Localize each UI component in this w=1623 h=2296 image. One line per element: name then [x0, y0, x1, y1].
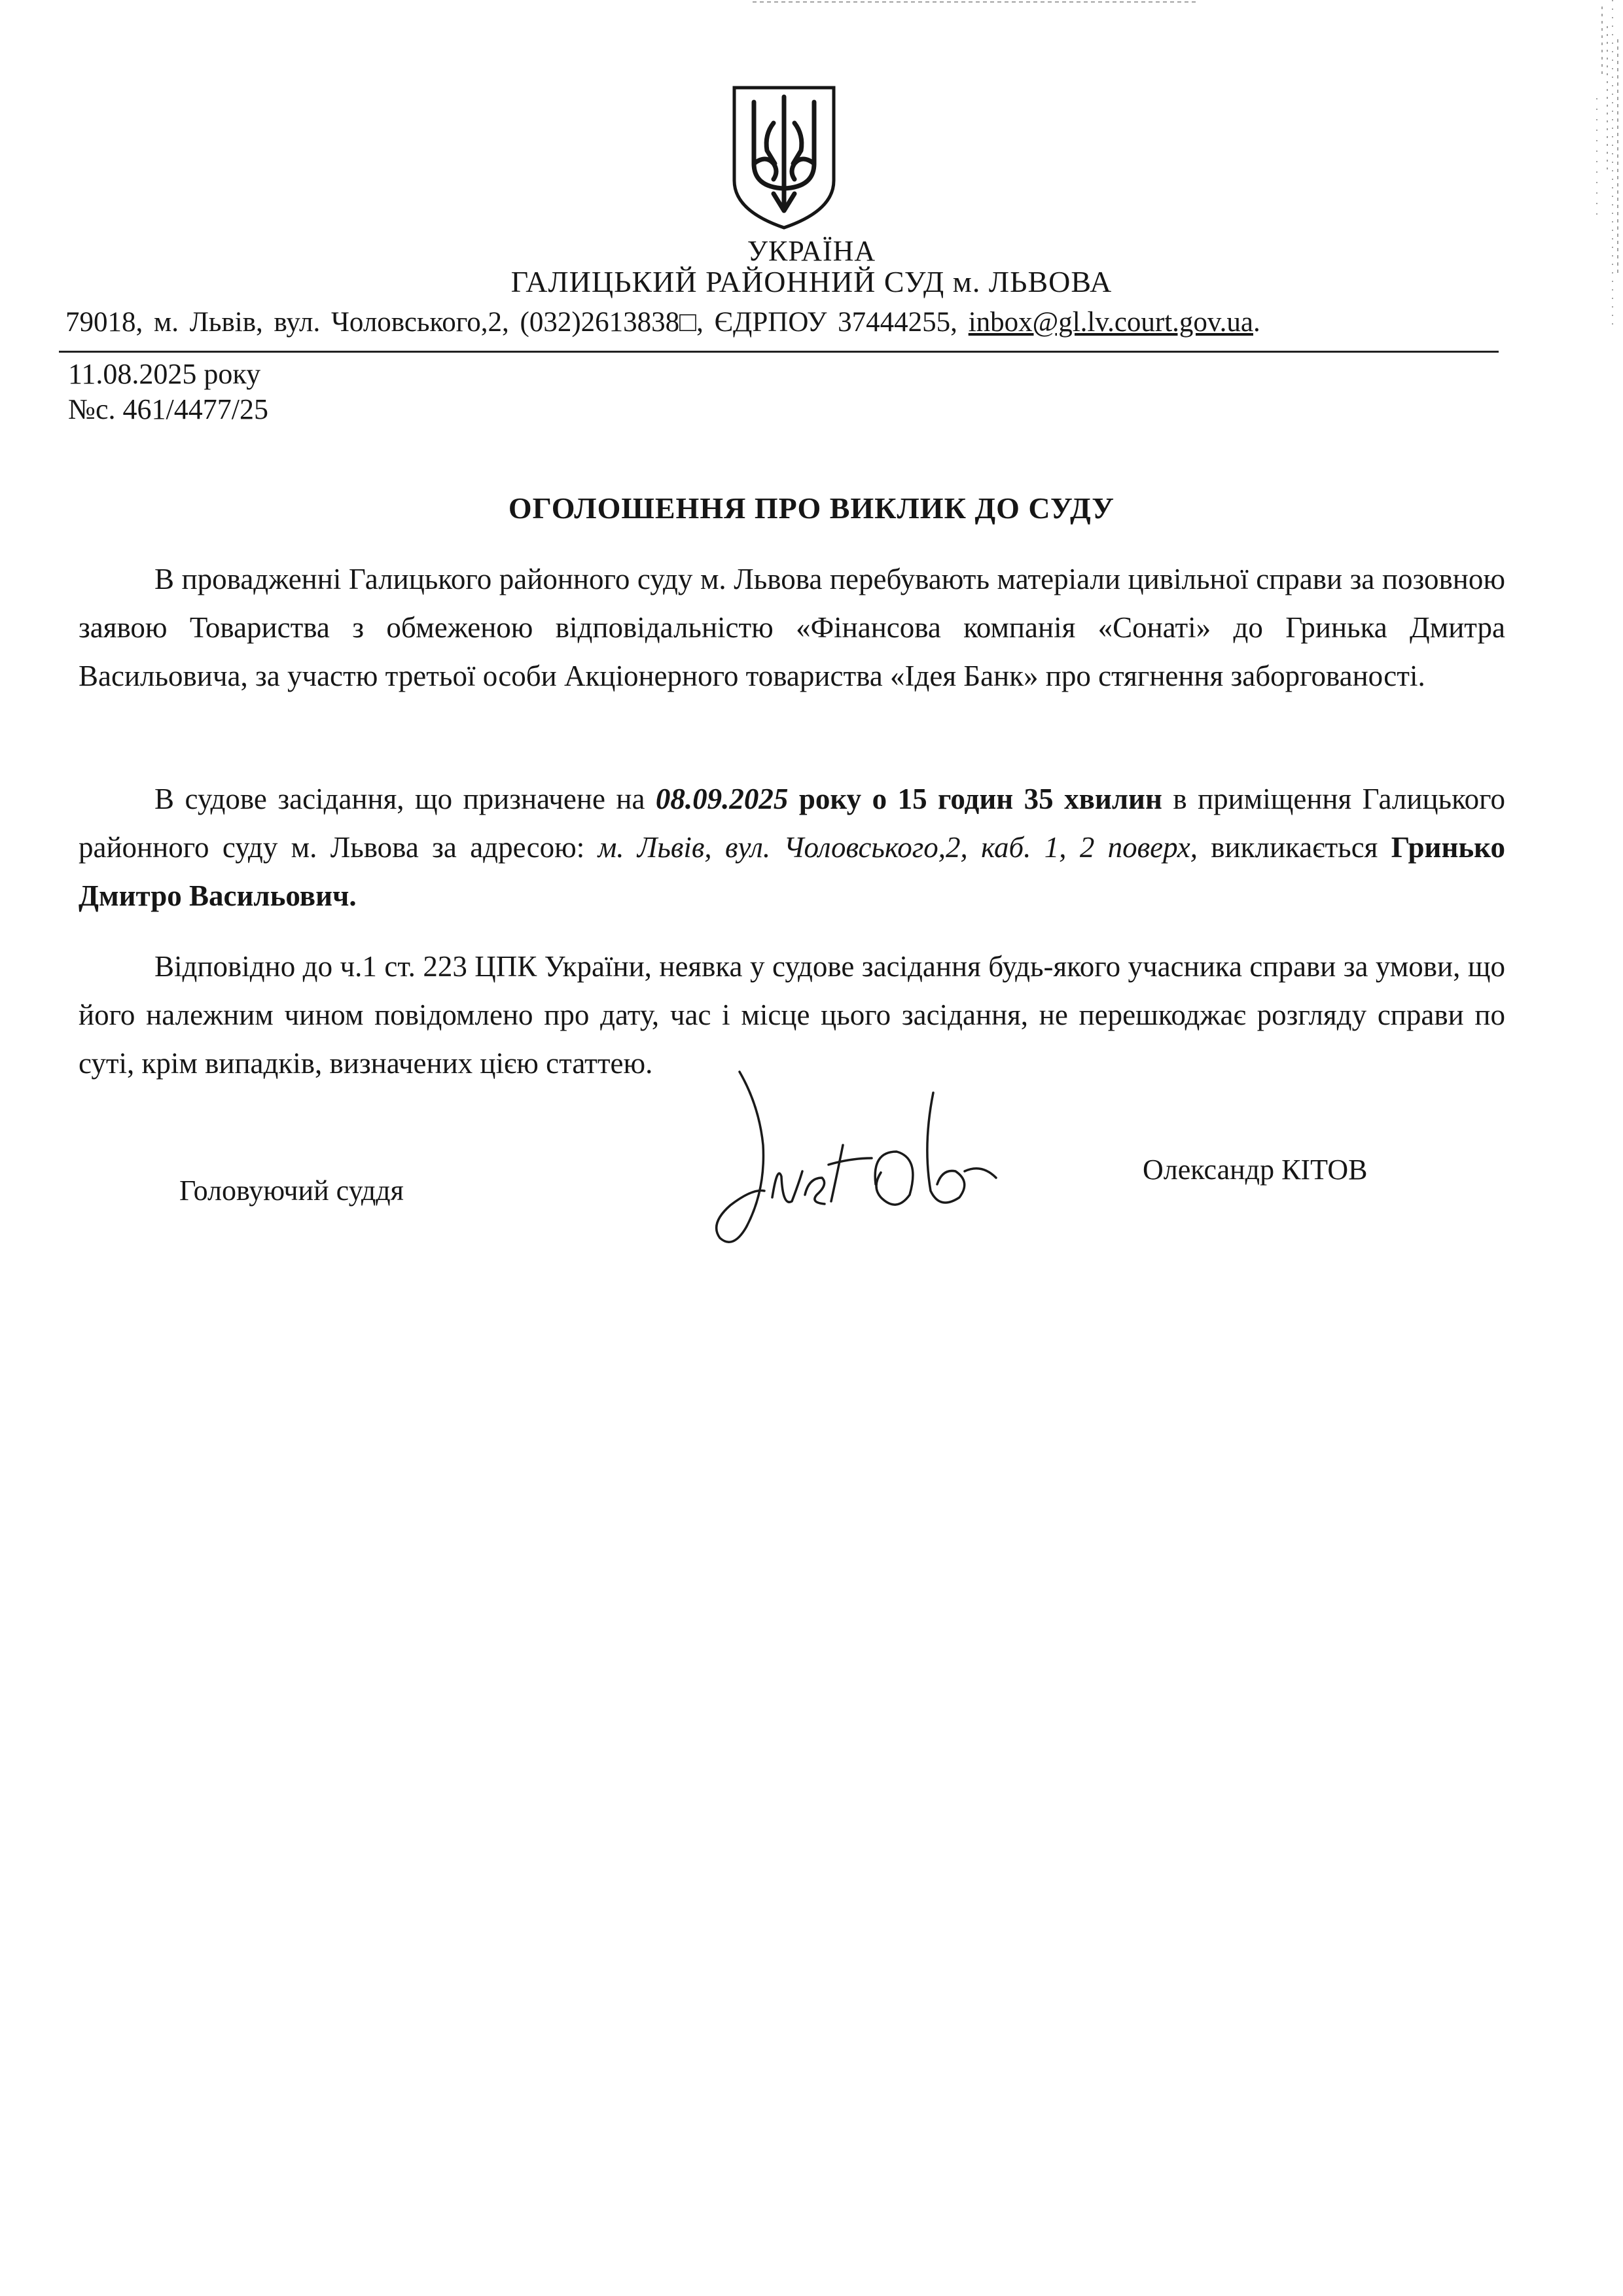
paragraph-legal-basis-text: Відповідно до ч.1 ст. 223 ЦПК України, неявка у судове засідання будь-якого учасника справи за умови, що його належним чином повідомлено про дату, час і місце цього засідання, не перешкоджає розгляду справи по суті, крім випадків, визначених цією статтею. — [79, 950, 1505, 1080]
summons-text-2: в приміщення Галицького районного суду м. Львова за адресою: — [79, 783, 1505, 864]
court-contacts — [65, 306, 1260, 338]
document-title: ОГОЛОШЕННЯ ПРО ВИКЛИК ДО СУДУ — [508, 491, 1115, 525]
trident-coat-of-arms-icon — [725, 82, 843, 230]
hearing-time: року о 15 годин 35 хвилин — [788, 783, 1162, 815]
paragraph-hearing-summons — [79, 775, 1505, 920]
summons-text-1: В судове засідання, що призначене на — [154, 783, 656, 815]
signatory-name: Олександр КІТОВ — [1143, 1154, 1368, 1186]
paragraph-case-materials-text: В провадженні Галицького районного суду м. Львова перебувають матеріали цивільної справи за позовною заявою Товариства з обмеженою відповідальністю «Фінансова компанія «Сонаті» до Гринька Дмитра Васильовича, за участю третьої особи Акціонерного товариства «Ідея Банк» про стягнення заборгованості. — [79, 563, 1505, 692]
court-email-link[interactable]: inbox@gl.lv.court.gov.ua — [968, 307, 1253, 338]
summons-text-3: викликається — [1197, 831, 1391, 864]
summoned-person: Гринько Дмитро Васильович. — [79, 831, 1506, 912]
hearing-date: 08.09.2025 — [655, 783, 789, 815]
contacts-prefix: 79018, м. Львів, вул. Чоловського,2, (032)2613838□, ЄДРПОУ 37444255, — [65, 307, 969, 338]
handwritten-signature-icon — [700, 1067, 1027, 1256]
header-divider — [59, 351, 1499, 353]
scan-noise-top — [753, 0, 1198, 5]
paragraph-case-materials — [79, 555, 1505, 700]
paragraph-legal-basis — [79, 942, 1505, 1087]
case-number: №с. 461/4477/25 — [68, 393, 268, 425]
document-date: 11.08.2025 року — [68, 358, 261, 390]
contacts-suffix: . — [1253, 307, 1260, 338]
court-name: ГАЛИЦЬКИЙ РАЙОННИЙ СУД м. ЛЬВОВА — [510, 265, 1113, 298]
hearing-address: м. Львів, вул. Чоловського,2, каб. 1, 2 поверх, — [597, 831, 1198, 864]
country-name: УКРАЇНА — [747, 235, 876, 267]
signatory-role: Головуючий суддя — [179, 1174, 404, 1207]
